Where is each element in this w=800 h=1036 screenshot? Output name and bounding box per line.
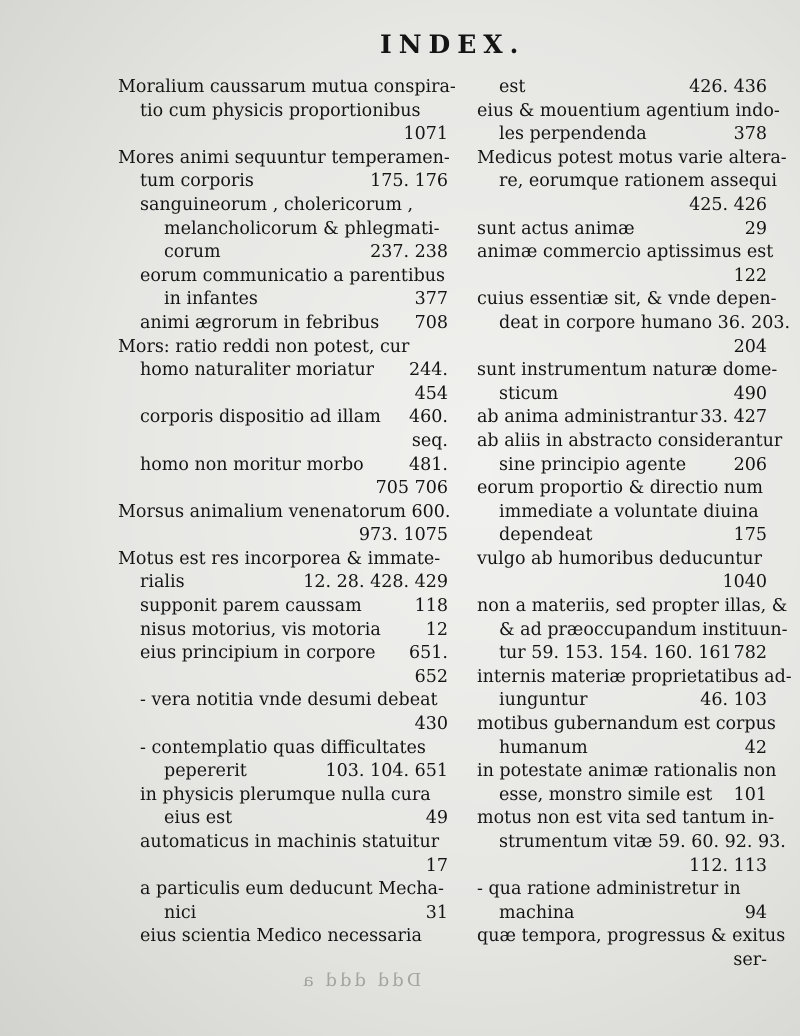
entry-text: motibus gubernandum est corpus [477,714,776,735]
index-entry-line [118,430,448,454]
entry-text: eius scientia Medico necessaria [140,926,422,947]
index-entry-line [118,737,448,761]
page-reference: 12. 28. 428. 429 [303,572,448,593]
index-entry-line [477,477,767,501]
entry-text: sunt instrumentum naturæ dome- [477,360,778,381]
entry-text: - qua ratione administretur in [477,879,741,900]
page-reference: 244. [409,360,448,381]
entry-text: deat in corpore humano 36. 203. [499,312,791,333]
entry-text: est [499,77,526,97]
entry-text: immediate a voluntate diuina [499,501,759,522]
entry-text: Mors: ratio reddi non potest, cur [118,336,410,357]
index-entry-line [118,902,448,926]
page-reference: seq. [411,430,448,451]
page-reference: 175. 176 [370,171,448,192]
page-reference: 42 [744,737,767,758]
index-entry-line [477,312,791,336]
entry-text: esse, monstro simile est [499,784,713,805]
index-entry-line [118,524,448,548]
entry-text: corum [164,242,221,263]
entry-text: nici [164,902,197,923]
index-entry-line [477,902,767,926]
entry-text: dependeat [499,525,593,546]
entry-text: machina [499,902,575,923]
index-entry-line [118,619,448,643]
index-entry-line [118,713,448,737]
left-index-column [118,76,456,949]
entry-text: quæ tempora, progressus & exitus [477,926,786,947]
entry-text: nisus motorius, vis motoria [140,619,381,640]
index-entry-line [477,501,767,525]
index-entry-line [477,760,777,784]
entry-text: eorum proportio & directio num [477,478,763,499]
index-entry-line [477,170,777,194]
index-entry-line [477,548,767,572]
entry-text: les perpendenda [499,124,647,145]
index-entry-line [477,265,767,289]
index-entry-line [118,336,448,360]
entry-text: pepererit [164,761,247,782]
entry-text: Medicus potest motus varie altera- [477,147,787,168]
page-reference: 454 [414,383,448,404]
index-entry-line [118,760,448,784]
page-reference: 651. [409,643,448,664]
index-entry-line [477,524,767,548]
page-reference: ser- [733,949,767,970]
entry-text: in physicis plerumque nulla cura [140,784,431,805]
page-reference: 708 [414,312,448,333]
page-reference: 46. 103 [700,690,767,711]
index-entry-line [477,454,767,478]
page-reference: 12 [425,619,448,640]
index-entry-line [477,406,767,430]
index-entry-line [477,689,767,713]
index-entry-line [118,689,448,713]
entry-text: eius & mouentium agentium indo- [477,100,780,121]
entry-text: eius est [164,808,233,829]
page-reference: 237. 238 [370,242,448,263]
index-entry-line [477,807,775,831]
page-reference: 122 [733,265,767,286]
page-reference: 112. 113 [689,855,767,876]
page-reference: 705 706 [375,478,448,499]
index-entry-line [118,100,448,124]
entry-text: melancholicorum & phlegmati- [164,218,440,239]
index-entry-line [118,194,448,218]
index-entry-line [118,76,456,100]
page-reference: 175 [733,525,767,546]
entry-text: eorum communicatio a parentibus [140,265,446,286]
index-entry-line [477,383,767,407]
index-entry-line [477,123,767,147]
entry-text: animi ægrorum in febribus [140,312,380,333]
entry-text: sine principio agente [499,454,687,475]
entry-text: internis materiæ proprietatibus ad- [477,666,792,687]
entry-text: Mores animi sequuntur temperamen- [118,147,450,168]
index-entry-line [477,359,778,383]
index-entry-line [118,831,448,855]
page-reference: 49 [425,808,448,829]
page-reference: 206 [733,454,767,475]
index-entry-line [477,784,767,808]
entry-text: cuius essentiæ sit, & vnde depen- [477,289,777,310]
entry-text: ab aliis in abstracto considerantur [477,430,783,451]
page-reference: 103. 104. 651 [325,761,448,782]
index-entry-line [477,713,776,737]
index-entry-line [477,288,777,312]
index-entry-line [118,925,448,949]
index-entry-line [477,949,767,973]
page-reference: 1071 [403,124,448,145]
entry-text: tur 59. 153. 154. 160. 161 [499,643,732,664]
index-entry-line [118,878,448,902]
entry-text: Moralium caussarum mutua conspira- [118,77,456,97]
index-entry-line [118,241,448,265]
entry-text: - vera notitia vnde desumi debeat [140,690,438,711]
page-reference: 425. 426 [689,194,767,215]
entry-text: Motus est res incorporea & immate- [118,548,441,569]
entry-text: automaticus in machinis statuitur [140,832,440,852]
entry-text: animæ commercio aptissimus est [477,242,774,263]
index-entry-line [118,454,448,478]
entry-text: a particulis eum deducunt Mecha- [140,879,444,900]
index-entry-line [118,359,448,383]
page-reference: 1040 [722,572,767,593]
entry-text: Morsus animalium venenatorum 600. [118,501,451,522]
index-entry-line [118,807,448,831]
page-reference: 204 [733,336,767,357]
page-reference: 33. 427 [700,407,767,428]
entry-text: & ad præoccupandum instituun- [499,619,788,640]
index-entry-line [118,406,448,430]
entry-text: sanguineorum , cholericorum , [140,194,414,215]
index-entry-line [477,218,767,242]
page-reference: 377 [414,289,448,310]
page-reference: 101 [733,784,767,805]
index-entry-line [477,336,767,360]
index-entry-line [118,501,451,525]
page-reference: 652 [414,666,448,687]
entry-text: re, eorumque rationem assequi [499,171,777,192]
index-entry-line [118,383,448,407]
index-entry-line [118,595,448,619]
entry-text: eius principium in corpore [140,643,376,664]
page-header-index: INDEX. [380,30,526,59]
index-entry-line [477,855,767,879]
right-index-column [477,76,792,973]
page-reference: 481. [409,454,448,475]
index-entry-line [477,100,780,124]
entry-text: strumentum vitæ 59. 60. 92. 93. [499,832,786,852]
index-entry-line [118,477,448,501]
index-entry-line [118,147,448,171]
index-entry-line [477,595,788,619]
page-reference: 31 [425,902,448,923]
entry-text: supponit parem caussam [140,596,362,617]
entry-text: tio cum physicis proportionibus [140,100,421,121]
page-reference: 973. 1075 [358,525,448,546]
index-entry-line [118,666,448,690]
index-entry-line [118,288,448,312]
index-entry-line [477,642,767,666]
entry-text: in potestate animæ rationalis non [477,761,777,782]
index-entry-line [118,312,448,336]
index-entry-line [118,548,448,572]
page-reference: 17 [425,855,448,876]
index-entry-line [118,123,448,147]
index-entry-line [477,241,774,265]
entry-text: iunguntur [499,690,588,711]
index-entry-line [118,642,448,666]
index-entry-line [477,619,788,643]
page-reference: 94 [744,902,767,923]
entry-text: in infantes [164,289,258,310]
index-entry-line [118,265,448,289]
index-entry-line [477,147,787,171]
index-entry-line [118,218,448,242]
index-entry-line [118,784,448,808]
page-reference: 378 [733,124,767,145]
page-reference: 29 [744,218,767,239]
page-reference: 782 [733,643,767,664]
entry-text: ab anima administrantur [477,407,698,428]
index-entry-line [477,831,786,855]
page-reference: 490 [733,383,767,404]
entry-text: sticum [499,383,559,404]
page-reference: 118 [414,596,448,617]
signature-mark: Ddd ddd a [300,970,422,991]
entry-text: non a materiis, sed propter illas, & [477,596,788,617]
entry-text: rialis [140,572,185,593]
index-entry-line [477,878,767,902]
index-entry-line [477,925,786,949]
page-reference: 426. 436 [689,77,767,97]
index-entry-line [477,430,783,454]
index-entry-line [477,194,767,218]
entry-text: sunt actus animæ [477,218,635,239]
entry-text: homo naturaliter moriatur [140,360,375,381]
entry-text: humanum [499,737,588,758]
index-entry-line [477,571,767,595]
entry-text: vulgo ab humoribus deducuntur [477,548,762,569]
entry-text: motus non est vita sed tantum in- [477,808,775,829]
entry-text: tum corporis [140,171,254,192]
page-reference: 460. [409,407,448,428]
index-entry-line [118,571,448,595]
entry-text: - contemplatio quas difficultates [140,737,426,758]
index-entry-line [118,855,448,879]
entry-text: corporis dispositio ad illam [140,407,381,428]
index-entry-line [477,666,792,690]
entry-text: homo non moritur morbo [140,454,364,475]
index-entry-line [118,170,448,194]
index-entry-line [477,76,767,100]
page-reference: 430 [414,714,448,735]
index-entry-line [477,737,767,761]
